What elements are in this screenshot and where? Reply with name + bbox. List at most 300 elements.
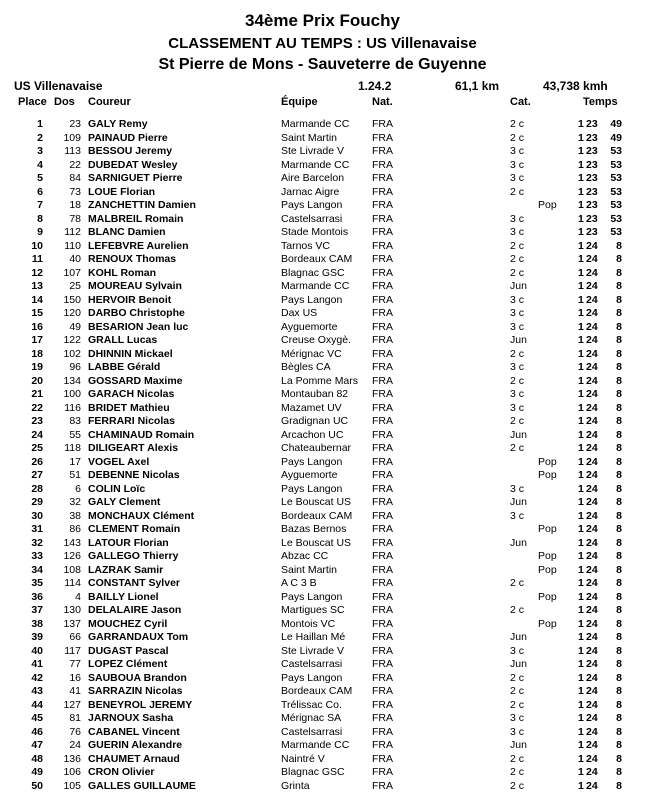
time-seconds-cell: 8 bbox=[616, 604, 622, 616]
category-cell: Jun bbox=[510, 658, 527, 670]
category-cell: 3 c bbox=[510, 712, 525, 724]
rider-name-cell: BAILLY Lionel bbox=[88, 590, 159, 603]
table-row bbox=[0, 280, 645, 294]
team-cell: Marmande CC bbox=[281, 739, 350, 751]
time-seconds-cell: 8 bbox=[616, 469, 622, 481]
rider-name-cell: JARNOUX Sasha bbox=[88, 712, 174, 724]
dos-cell: 25 bbox=[69, 280, 81, 292]
rider-name-cell: HERVOIR Benoit bbox=[88, 293, 172, 306]
category-cell: 3 c bbox=[510, 226, 525, 238]
place-cell: 19 bbox=[31, 361, 43, 373]
dos-cell: 150 bbox=[63, 293, 81, 306]
place-cell: 26 bbox=[31, 455, 43, 468]
time-minutes-cell: 23 bbox=[586, 118, 598, 130]
time-minutes-cell: 24 bbox=[586, 577, 598, 589]
nat-cell: FRA bbox=[372, 685, 393, 697]
time-hours-cell: 1 bbox=[578, 145, 584, 157]
time-hours-cell: 1 bbox=[578, 725, 584, 738]
dos-cell: 114 bbox=[64, 577, 81, 589]
nat-cell: FRA bbox=[372, 631, 393, 643]
table-row bbox=[0, 780, 645, 794]
rider-name-cell: GARACH Nicolas bbox=[88, 388, 175, 400]
category-cell: 3 c bbox=[510, 644, 525, 657]
time-seconds-cell: 8 bbox=[616, 752, 622, 765]
place-cell: 8 bbox=[37, 212, 43, 225]
dos-cell: 55 bbox=[69, 428, 81, 441]
time-seconds-cell: 8 bbox=[616, 334, 622, 346]
rider-name-cell: KOHL Roman bbox=[88, 266, 157, 279]
nat-cell: FRA bbox=[372, 428, 393, 441]
dos-cell: 127 bbox=[63, 698, 81, 711]
dos-cell: 86 bbox=[69, 523, 81, 535]
nat-cell: FRA bbox=[372, 644, 393, 657]
category-cell: 3 c bbox=[510, 482, 525, 495]
rider-name-cell: LEFEBVRE Aurelien bbox=[88, 239, 189, 252]
time-seconds-cell: 8 bbox=[616, 361, 622, 373]
team-cell: Naintré V bbox=[281, 752, 325, 765]
rider-name-cell: CONSTANT Sylver bbox=[88, 577, 180, 589]
dos-cell: 109 bbox=[63, 131, 81, 144]
place-cell: 12 bbox=[31, 266, 43, 279]
table-row bbox=[0, 456, 645, 470]
time-hours-cell: 1 bbox=[578, 590, 584, 603]
category-cell: 3 c bbox=[510, 401, 525, 414]
time-hours-cell: 1 bbox=[578, 280, 584, 292]
nat-cell: FRA bbox=[372, 118, 393, 130]
time-hours-cell: 1 bbox=[578, 131, 584, 144]
time-seconds-cell: 8 bbox=[616, 779, 622, 792]
category-cell: 2 c bbox=[510, 118, 525, 130]
place-cell: 35 bbox=[31, 577, 43, 589]
time-minutes-cell: 24 bbox=[586, 442, 598, 454]
nat-cell: FRA bbox=[372, 617, 393, 630]
category-cell: 3 c bbox=[510, 725, 525, 738]
time-seconds-cell: 8 bbox=[616, 307, 622, 319]
table-row bbox=[0, 699, 645, 713]
dos-cell: 107 bbox=[63, 266, 81, 279]
place-cell: 24 bbox=[31, 428, 43, 441]
rider-name-cell: DUGAST Pascal bbox=[88, 644, 169, 657]
time-seconds-cell: 8 bbox=[616, 401, 622, 414]
place-cell: 50 bbox=[31, 779, 43, 792]
category-cell: Jun bbox=[510, 334, 527, 346]
nat-cell: FRA bbox=[372, 388, 393, 400]
team-cell: Ste Livrade V bbox=[281, 644, 345, 657]
place-cell: 42 bbox=[31, 671, 43, 684]
category-cell: 2 c bbox=[510, 698, 525, 711]
time-hours-cell: 1 bbox=[578, 523, 584, 535]
team-cell: Marmande CC bbox=[281, 158, 350, 171]
place-cell: 30 bbox=[31, 509, 43, 522]
time-seconds-cell: 8 bbox=[616, 455, 622, 468]
category-cell: 2 c bbox=[510, 374, 525, 387]
category-cell: 3 c bbox=[510, 509, 525, 522]
place-cell: 10 bbox=[31, 239, 43, 252]
time-minutes-cell: 24 bbox=[586, 523, 598, 535]
time-minutes-cell: 24 bbox=[586, 266, 598, 279]
table-row bbox=[0, 550, 645, 564]
time-hours-cell: 1 bbox=[578, 617, 584, 630]
rider-name-cell: GARRANDAUX Tom bbox=[88, 631, 189, 643]
rider-name-cell: BESSOU Jeremy bbox=[88, 145, 173, 157]
time-hours-cell: 1 bbox=[578, 401, 584, 414]
dos-cell: 130 bbox=[63, 604, 81, 616]
table-row bbox=[0, 240, 645, 254]
dos-cell: 17 bbox=[69, 455, 81, 468]
time-minutes-cell: 24 bbox=[586, 752, 598, 765]
time-minutes-cell: 24 bbox=[586, 509, 598, 522]
team-cell: Le Haillan Mé bbox=[281, 631, 346, 643]
table-row bbox=[0, 415, 645, 429]
time-hours-cell: 1 bbox=[578, 752, 584, 765]
table-row bbox=[0, 388, 645, 402]
time-minutes-cell: 24 bbox=[586, 293, 598, 306]
time-minutes-cell: 24 bbox=[586, 347, 598, 360]
place-cell: 5 bbox=[37, 172, 43, 184]
place-cell: 3 bbox=[37, 145, 43, 157]
time-hours-cell: 1 bbox=[578, 239, 584, 252]
club-name: US Villenavaise bbox=[14, 79, 103, 93]
pop-cell: Pop bbox=[538, 469, 557, 481]
nat-cell: FRA bbox=[372, 469, 393, 481]
time-hours-cell: 1 bbox=[578, 577, 584, 589]
place-cell: 43 bbox=[31, 685, 43, 697]
time-minutes-cell: 24 bbox=[586, 334, 598, 346]
time-seconds-cell: 8 bbox=[616, 496, 622, 508]
nat-cell: FRA bbox=[372, 563, 393, 576]
table-row bbox=[0, 591, 645, 605]
time-minutes-cell: 23 bbox=[586, 131, 598, 144]
rider-name-cell: BENEYROL JEREMY bbox=[88, 698, 193, 711]
team-cell: Montauban 82 bbox=[281, 388, 349, 400]
pop-cell: Pop bbox=[538, 550, 557, 562]
time-seconds-cell: 8 bbox=[616, 712, 622, 724]
dos-cell: 51 bbox=[69, 469, 81, 481]
dos-cell: 84 bbox=[69, 172, 81, 184]
category-cell: 2 c bbox=[510, 779, 525, 792]
table-row bbox=[0, 186, 645, 200]
team-cell: Chateaubernar bbox=[281, 442, 352, 454]
table-row bbox=[0, 429, 645, 443]
nat-cell: FRA bbox=[372, 725, 393, 738]
team-cell: A C 3 B bbox=[281, 577, 317, 589]
rider-name-cell: CRON Olivier bbox=[88, 766, 155, 778]
time-seconds-cell: 8 bbox=[616, 415, 622, 427]
nat-cell: FRA bbox=[372, 145, 393, 157]
team-cell: Castelsarrasi bbox=[281, 658, 343, 670]
time-seconds-cell: 8 bbox=[616, 523, 622, 535]
place-cell: 14 bbox=[31, 293, 43, 306]
dos-cell: 106 bbox=[63, 766, 81, 778]
rider-name-cell: GALY Clement bbox=[88, 496, 161, 508]
team-cell: Pays Langon bbox=[281, 482, 343, 495]
dos-cell: 110 bbox=[64, 239, 81, 252]
pop-cell: Pop bbox=[538, 563, 557, 576]
table-row bbox=[0, 334, 645, 348]
time-seconds-cell: 8 bbox=[616, 320, 622, 333]
rider-name-cell: DEBENNE Nicolas bbox=[88, 469, 180, 481]
time-hours-cell: 1 bbox=[578, 509, 584, 522]
team-cell: Montois VC bbox=[281, 617, 336, 630]
team-cell: Aire Barcelon bbox=[281, 172, 345, 184]
table-row bbox=[0, 631, 645, 645]
nat-cell: FRA bbox=[372, 239, 393, 252]
table-row bbox=[0, 564, 645, 578]
team-cell: Trélissac Co. bbox=[281, 698, 342, 711]
rider-name-cell: DILIGEART Alexis bbox=[88, 442, 179, 454]
dos-cell: 24 bbox=[69, 739, 81, 751]
place-cell: 28 bbox=[31, 482, 43, 495]
time-seconds-cell: 8 bbox=[616, 280, 622, 292]
table-row bbox=[0, 145, 645, 159]
dos-cell: 96 bbox=[69, 361, 81, 373]
nat-cell: FRA bbox=[372, 374, 393, 387]
rider-name-cell: GALY Remy bbox=[88, 118, 148, 130]
nat-cell: FRA bbox=[372, 212, 393, 225]
time-hours-cell: 1 bbox=[578, 631, 584, 643]
place-cell: 13 bbox=[31, 280, 43, 292]
dos-cell: 143 bbox=[63, 536, 81, 549]
nat-cell: FRA bbox=[372, 698, 393, 711]
header-equipe: Équipe bbox=[281, 96, 318, 108]
place-cell: 45 bbox=[31, 712, 43, 724]
time-minutes-cell: 24 bbox=[586, 712, 598, 724]
rider-name-cell: MONCHAUX Clément bbox=[88, 509, 195, 522]
rider-name-cell: RENOUX Thomas bbox=[88, 253, 177, 265]
team-cell: Blagnac GSC bbox=[281, 766, 345, 778]
team-cell: Pays Langon bbox=[281, 455, 343, 468]
team-cell: Castelsarrasi bbox=[281, 212, 343, 225]
rider-name-cell: DUBEDAT Wesley bbox=[88, 158, 178, 171]
nat-cell: FRA bbox=[372, 766, 393, 778]
time-seconds-cell: 53 bbox=[610, 199, 622, 211]
team-cell: Bordeaux CAM bbox=[281, 509, 353, 522]
pop-cell: Pop bbox=[538, 617, 557, 630]
time-hours-cell: 1 bbox=[578, 455, 584, 468]
table-row bbox=[0, 685, 645, 699]
place-cell: 37 bbox=[31, 604, 43, 616]
dos-cell: 112 bbox=[64, 226, 81, 238]
dos-cell: 102 bbox=[63, 347, 81, 360]
time-seconds-cell: 8 bbox=[616, 563, 622, 576]
time-minutes-cell: 23 bbox=[586, 145, 598, 157]
nat-cell: FRA bbox=[372, 334, 393, 346]
time-hours-cell: 1 bbox=[578, 347, 584, 360]
dos-cell: 49 bbox=[69, 320, 81, 333]
dos-cell: 76 bbox=[69, 725, 81, 738]
place-cell: 47 bbox=[31, 739, 43, 751]
team-cell: Marmande CC bbox=[281, 280, 350, 292]
table-row bbox=[0, 469, 645, 483]
team-cell: Bazas Bernos bbox=[281, 523, 347, 535]
team-cell: Castelsarrasi bbox=[281, 725, 343, 738]
time-hours-cell: 1 bbox=[578, 212, 584, 225]
rider-name-cell: CHAUMET Arnaud bbox=[88, 752, 180, 765]
place-cell: 29 bbox=[31, 496, 43, 508]
rider-name-cell: GRALL Lucas bbox=[88, 334, 158, 346]
category-cell: 3 c bbox=[510, 212, 525, 225]
table-row bbox=[0, 753, 645, 767]
table-row bbox=[0, 618, 645, 632]
table-row bbox=[0, 132, 645, 146]
team-cell: Marmande CC bbox=[281, 118, 350, 130]
dos-cell: 136 bbox=[63, 752, 81, 765]
header-cat: Cat. bbox=[510, 96, 531, 108]
team-cell: Gradignan UC bbox=[281, 415, 349, 427]
time-minutes-cell: 24 bbox=[586, 374, 598, 387]
rider-name-cell: BLANC Damien bbox=[88, 226, 166, 238]
time-minutes-cell: 24 bbox=[586, 388, 598, 400]
team-cell: Ayguemorte bbox=[281, 320, 338, 333]
category-cell: 2 c bbox=[510, 415, 525, 427]
time-hours-cell: 1 bbox=[578, 644, 584, 657]
category-cell: 3 c bbox=[510, 172, 525, 184]
place-cell: 34 bbox=[31, 563, 43, 576]
rider-name-cell: LABBE Gérald bbox=[88, 361, 161, 373]
time-hours-cell: 1 bbox=[578, 253, 584, 265]
time-minutes-cell: 23 bbox=[586, 226, 598, 238]
table-row bbox=[0, 537, 645, 551]
rider-name-cell: VOGEL Axel bbox=[88, 455, 150, 468]
time-hours-cell: 1 bbox=[578, 685, 584, 697]
category-cell: Jun bbox=[510, 631, 527, 643]
dos-cell: 137 bbox=[63, 617, 81, 630]
team-cell: Tarnos VC bbox=[281, 239, 331, 252]
table-row bbox=[0, 645, 645, 659]
nat-cell: FRA bbox=[372, 496, 393, 508]
place-cell: 7 bbox=[37, 199, 43, 211]
table-row bbox=[0, 213, 645, 227]
team-cell: Jarnac Aigre bbox=[281, 185, 340, 198]
place-cell: 36 bbox=[31, 590, 43, 603]
team-cell: Mérignac VC bbox=[281, 347, 342, 360]
place-cell: 2 bbox=[37, 131, 43, 144]
nat-cell: FRA bbox=[372, 590, 393, 603]
place-cell: 31 bbox=[31, 523, 43, 535]
time-hours-cell: 1 bbox=[578, 307, 584, 319]
time-hours-cell: 1 bbox=[578, 698, 584, 711]
nat-cell: FRA bbox=[372, 577, 393, 589]
place-cell: 21 bbox=[31, 388, 43, 400]
rider-name-cell: SARNIGUET Pierre bbox=[88, 172, 183, 184]
time-minutes-cell: 24 bbox=[586, 685, 598, 697]
time-seconds-cell: 8 bbox=[616, 388, 622, 400]
category-cell: 3 c bbox=[510, 145, 525, 157]
nat-cell: FRA bbox=[372, 604, 393, 616]
rider-name-cell: SARRAZIN Nicolas bbox=[88, 685, 183, 697]
table-row bbox=[0, 510, 645, 524]
place-cell: 20 bbox=[31, 374, 43, 387]
dos-cell: 100 bbox=[63, 388, 81, 400]
category-cell: 3 c bbox=[510, 361, 525, 373]
time-hours-cell: 1 bbox=[578, 712, 584, 724]
time-hours-cell: 1 bbox=[578, 158, 584, 171]
team-cell: Pays Langon bbox=[281, 671, 343, 684]
category-cell: 2 c bbox=[510, 577, 525, 589]
time-seconds-cell: 8 bbox=[616, 671, 622, 684]
table-row bbox=[0, 159, 645, 173]
time-seconds-cell: 53 bbox=[610, 226, 622, 238]
team-cell: Saint Martin bbox=[281, 563, 338, 576]
time-hours-cell: 1 bbox=[578, 442, 584, 454]
time-minutes-cell: 24 bbox=[586, 428, 598, 441]
table-row bbox=[0, 766, 645, 780]
team-cell: Mazamet UV bbox=[281, 401, 342, 414]
category-cell: Jun bbox=[510, 739, 527, 751]
nat-cell: FRA bbox=[372, 185, 393, 198]
time-seconds-cell: 53 bbox=[610, 158, 622, 171]
time-hours-cell: 1 bbox=[578, 293, 584, 306]
rider-name-cell: LAZRAK Samir bbox=[88, 563, 164, 576]
rider-name-cell: COLIN Loïc bbox=[88, 482, 146, 495]
table-row bbox=[0, 267, 645, 281]
time-hours-cell: 1 bbox=[578, 172, 584, 184]
dos-cell: 116 bbox=[64, 401, 81, 414]
rider-name-cell: BRIDET Mathieu bbox=[88, 401, 170, 414]
nat-cell: FRA bbox=[372, 172, 393, 184]
rider-name-cell: DELALAIRE Jason bbox=[88, 604, 182, 616]
nat-cell: FRA bbox=[372, 293, 393, 306]
time-seconds-cell: 53 bbox=[610, 212, 622, 225]
time-minutes-cell: 24 bbox=[586, 550, 598, 562]
nat-cell: FRA bbox=[372, 455, 393, 468]
time-seconds-cell: 8 bbox=[616, 347, 622, 360]
time-hours-cell: 1 bbox=[578, 361, 584, 373]
category-cell: Jun bbox=[510, 496, 527, 508]
rider-name-cell: MOUCHEZ Cyril bbox=[88, 617, 168, 630]
time-seconds-cell: 8 bbox=[616, 266, 622, 279]
table-row bbox=[0, 739, 645, 753]
table-row bbox=[0, 348, 645, 362]
time-minutes-cell: 24 bbox=[586, 401, 598, 414]
time-seconds-cell: 53 bbox=[610, 185, 622, 198]
place-cell: 46 bbox=[31, 725, 43, 738]
dos-cell: 108 bbox=[63, 563, 81, 576]
time-seconds-cell: 8 bbox=[616, 644, 622, 657]
time-seconds-cell: 8 bbox=[616, 239, 622, 252]
nat-cell: FRA bbox=[372, 401, 393, 414]
time-hours-cell: 1 bbox=[578, 550, 584, 562]
time-seconds-cell: 8 bbox=[616, 536, 622, 549]
header-place: Place bbox=[18, 96, 47, 108]
dos-cell: 77 bbox=[69, 658, 81, 670]
time-minutes-cell: 24 bbox=[586, 536, 598, 549]
rider-name-cell: SAUBOUA Brandon bbox=[88, 671, 187, 684]
time-hours-cell: 1 bbox=[578, 766, 584, 778]
nat-cell: FRA bbox=[372, 131, 393, 144]
place-cell: 6 bbox=[37, 185, 43, 198]
rider-name-cell: CLEMENT Romain bbox=[88, 523, 181, 535]
header-temps: Temps bbox=[583, 96, 618, 108]
rider-name-cell: GUERIN Alexandre bbox=[88, 739, 183, 751]
table-row bbox=[0, 672, 645, 686]
team-cell: Arcachon UC bbox=[281, 428, 344, 441]
rider-name-cell: GOSSARD Maxime bbox=[88, 374, 183, 387]
time-minutes-cell: 23 bbox=[586, 212, 598, 225]
time-minutes-cell: 24 bbox=[586, 361, 598, 373]
dos-cell: 38 bbox=[69, 509, 81, 522]
time-hours-cell: 1 bbox=[578, 118, 584, 130]
nat-cell: FRA bbox=[372, 347, 393, 360]
dos-cell: 126 bbox=[63, 550, 81, 562]
table-row bbox=[0, 604, 645, 618]
nat-cell: FRA bbox=[372, 752, 393, 765]
table-row bbox=[0, 658, 645, 672]
time-seconds-cell: 8 bbox=[616, 590, 622, 603]
place-cell: 9 bbox=[37, 226, 43, 238]
dos-cell: 81 bbox=[69, 712, 81, 724]
category-cell: 3 c bbox=[510, 158, 525, 171]
